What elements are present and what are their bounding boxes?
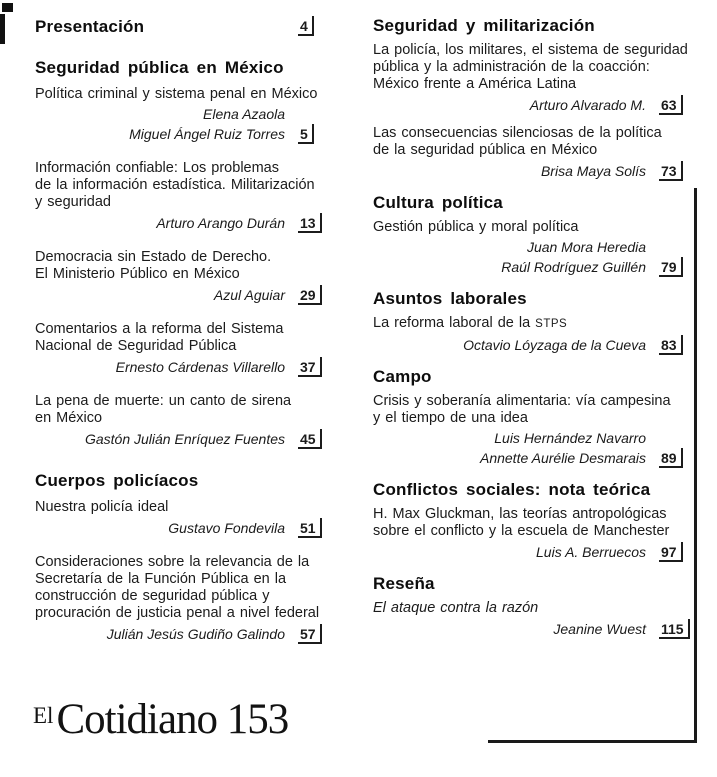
right-column-vertical-rule: [694, 188, 697, 743]
article-title-line: [373, 315, 694, 333]
toc-article: [373, 393, 694, 468]
toc-article: [373, 125, 694, 181]
page-number: 51: [298, 518, 322, 538]
article-title-line: y seguridad: [35, 194, 111, 210]
author-line: [35, 213, 333, 233]
section-title-seguridad-militarizacion: Seguridad y militarización: [373, 16, 595, 35]
article-title-line: Democracia sin Estado de Derecho.: [35, 249, 272, 265]
journal-masthead: [33, 698, 288, 741]
author-name: Luis Hernández Navarro: [494, 430, 646, 446]
article-title-line: sobre el conflicto y la escuela de Manchester: [373, 523, 670, 539]
author-line: [373, 542, 694, 562]
scan-artifact-square: [2, 3, 13, 12]
author-line: [373, 335, 694, 355]
author-name: Arturo Arango Durán: [156, 215, 285, 231]
section-title-seguridad-publica: Seguridad pública en México: [35, 58, 284, 77]
section-title-conflictos-sociales: Conflictos sociales: nota teórica: [373, 480, 651, 499]
article-authors: [373, 542, 694, 562]
article-title-line: construcción de seguridad pública y: [35, 588, 270, 604]
page-slot: [285, 357, 333, 377]
toc-article: [35, 554, 333, 644]
section-title-resena: Reseña: [373, 574, 435, 593]
article-title-line: Comentarios a la reforma del Sistema: [35, 321, 284, 337]
section-title-campo: Campo: [373, 367, 432, 386]
toc-article: [35, 249, 333, 305]
author-name: Octavio Lóyzaga de la Cueva: [463, 337, 646, 353]
article-title-line: Las consecuencias silenciosas de la política: [373, 125, 662, 141]
article-title-line: La pena de muerte: un canto de sirena: [35, 393, 292, 409]
article-authors: [35, 624, 333, 644]
page-slot: [285, 429, 333, 449]
article-title-line: La policía, los militares, el sistema de seguridad: [373, 42, 688, 58]
page-number: 73: [659, 161, 683, 181]
author-name: Ernesto Cárdenas Villarello: [115, 359, 285, 375]
page-slot: [285, 124, 333, 144]
article-title-line: Consideraciones sobre la relevancia de la: [35, 554, 310, 570]
author-line: [35, 124, 333, 144]
page-number: 97: [659, 542, 683, 562]
author-name: Arturo Alvarado M.: [529, 97, 646, 113]
article-title-line: El Ministerio Público en México: [35, 266, 240, 282]
page-slot: [646, 335, 694, 355]
author-name: Azul Aguiar: [213, 287, 285, 303]
article-authors: [373, 619, 694, 639]
article-title-line: y el tiempo de una idea: [373, 410, 528, 426]
author-name: Gastón Julián Enríquez Fuentes: [84, 431, 285, 447]
page-slot: [285, 285, 333, 305]
article-title-line: Política criminal y sistema penal en México: [35, 86, 318, 102]
article-authors: [373, 161, 694, 181]
toc-left-column: [35, 16, 333, 660]
page-number: 45: [298, 429, 322, 449]
article-authors: [373, 95, 694, 115]
toc-article: [35, 499, 333, 538]
page-number: 37: [298, 357, 322, 377]
author-name: Miguel Ángel Ruiz Torres: [129, 126, 285, 142]
article-authors: [35, 105, 333, 144]
masthead-el-prefix: El: [33, 703, 54, 728]
toc-article: [35, 160, 333, 233]
article-authors: [373, 238, 694, 277]
toc-right-column: [373, 16, 694, 649]
article-title-line: de la seguridad pública en México: [373, 142, 598, 158]
article-title-line: México frente a América Latina: [373, 76, 577, 92]
toc-article: [373, 600, 694, 639]
page-slot: [646, 95, 694, 115]
page-number: 63: [659, 95, 683, 115]
page-number: 79: [659, 257, 683, 277]
article-title-line: Secretaría de la Función Pública en la: [35, 571, 287, 587]
article-title-line: de la información estadística. Militarización: [35, 177, 315, 193]
author-name: Luis A. Berruecos: [536, 544, 646, 560]
author-line: [35, 105, 333, 124]
page-slot: [646, 542, 694, 562]
page-number: 4: [298, 16, 314, 36]
article-title-line: pública y la administración de la coacción:: [373, 59, 650, 75]
page-slot: [285, 213, 333, 233]
page-number: 57: [298, 624, 322, 644]
masthead-title: Cotidiano 153: [56, 696, 289, 743]
article-authors: [35, 213, 333, 233]
toc-article: [373, 42, 694, 115]
section-title-cultura-politica: Cultura política: [373, 193, 503, 212]
author-name: Annette Aurélie Desmarais: [479, 450, 646, 466]
article-title-line: Crisis y soberanía alimentaria: vía campesina: [373, 393, 671, 409]
page-number: 89: [659, 448, 683, 468]
article-title-line: en México: [35, 410, 103, 426]
author-line: [373, 619, 694, 639]
author-line: [35, 357, 333, 377]
author-line: [373, 448, 694, 468]
page-slot: [285, 16, 333, 36]
bottom-horizontal-rule: [488, 740, 697, 743]
author-name: Jeanine Wuest: [553, 621, 646, 637]
toc-article: [373, 315, 694, 355]
toc-article: [35, 321, 333, 377]
author-line: [373, 257, 694, 277]
toc-article: [35, 393, 333, 449]
page-number: 5: [298, 124, 314, 144]
page-number: 83: [659, 335, 683, 355]
author-name: Juan Mora Heredia: [526, 239, 646, 255]
page-slot: [285, 518, 333, 538]
page-slot: [646, 619, 694, 639]
section-title-asuntos-laborales: Asuntos laborales: [373, 289, 527, 308]
article-authors: [35, 429, 333, 449]
article-title-line: procuración de justicia penal a nivel federal: [35, 605, 320, 621]
author-name: Julián Jesús Gudiño Galindo: [106, 626, 285, 642]
article-authors: [35, 285, 333, 305]
article-title-line: H. Max Gluckman, las teorías antropológicas: [373, 506, 667, 522]
acronym-stps: STPS: [535, 318, 568, 330]
author-line: [35, 624, 333, 644]
author-name: Gustavo Fondevila: [168, 520, 285, 536]
article-title-line: Información confiable: Los problemas: [35, 160, 279, 176]
toc-article: [35, 86, 333, 144]
section-title: Presentación: [35, 17, 145, 36]
page-number: 29: [298, 285, 322, 305]
author-name: Elena Azaola: [203, 106, 285, 122]
article-title-line: El ataque contra la razón: [373, 600, 539, 616]
author-line: [35, 285, 333, 305]
article-authors: [373, 335, 694, 355]
author-line: [373, 429, 694, 448]
scan-artifact-bar: [0, 14, 5, 44]
page-slot: [646, 448, 694, 468]
article-authors: [373, 429, 694, 468]
toc-article: [373, 219, 694, 277]
page-number: 13: [298, 213, 322, 233]
author-line: [35, 429, 333, 449]
article-title-line: Nacional de Seguridad Pública: [35, 338, 237, 354]
author-line: [373, 161, 694, 181]
toc-article: [373, 506, 694, 562]
author-line: [373, 95, 694, 115]
page-slot: [646, 161, 694, 181]
author-line: [373, 238, 694, 257]
page-slot: [285, 624, 333, 644]
article-title-text: La reforma laboral de la: [373, 315, 536, 331]
article-title-line: Gestión pública y moral política: [373, 219, 579, 235]
author-line: [35, 518, 333, 538]
toc-section-presentacion: [35, 16, 333, 36]
author-name: Brisa Maya Solís: [540, 163, 646, 179]
article-authors: [35, 518, 333, 538]
page-slot: [646, 257, 694, 277]
author-name: Raúl Rodríguez Guillén: [501, 259, 646, 275]
section-title-cuerpos-policiacos: Cuerpos policíacos: [35, 471, 199, 490]
page-number: 115: [659, 619, 690, 639]
article-authors: [35, 357, 333, 377]
article-title-line: Nuestra policía ideal: [35, 499, 169, 515]
